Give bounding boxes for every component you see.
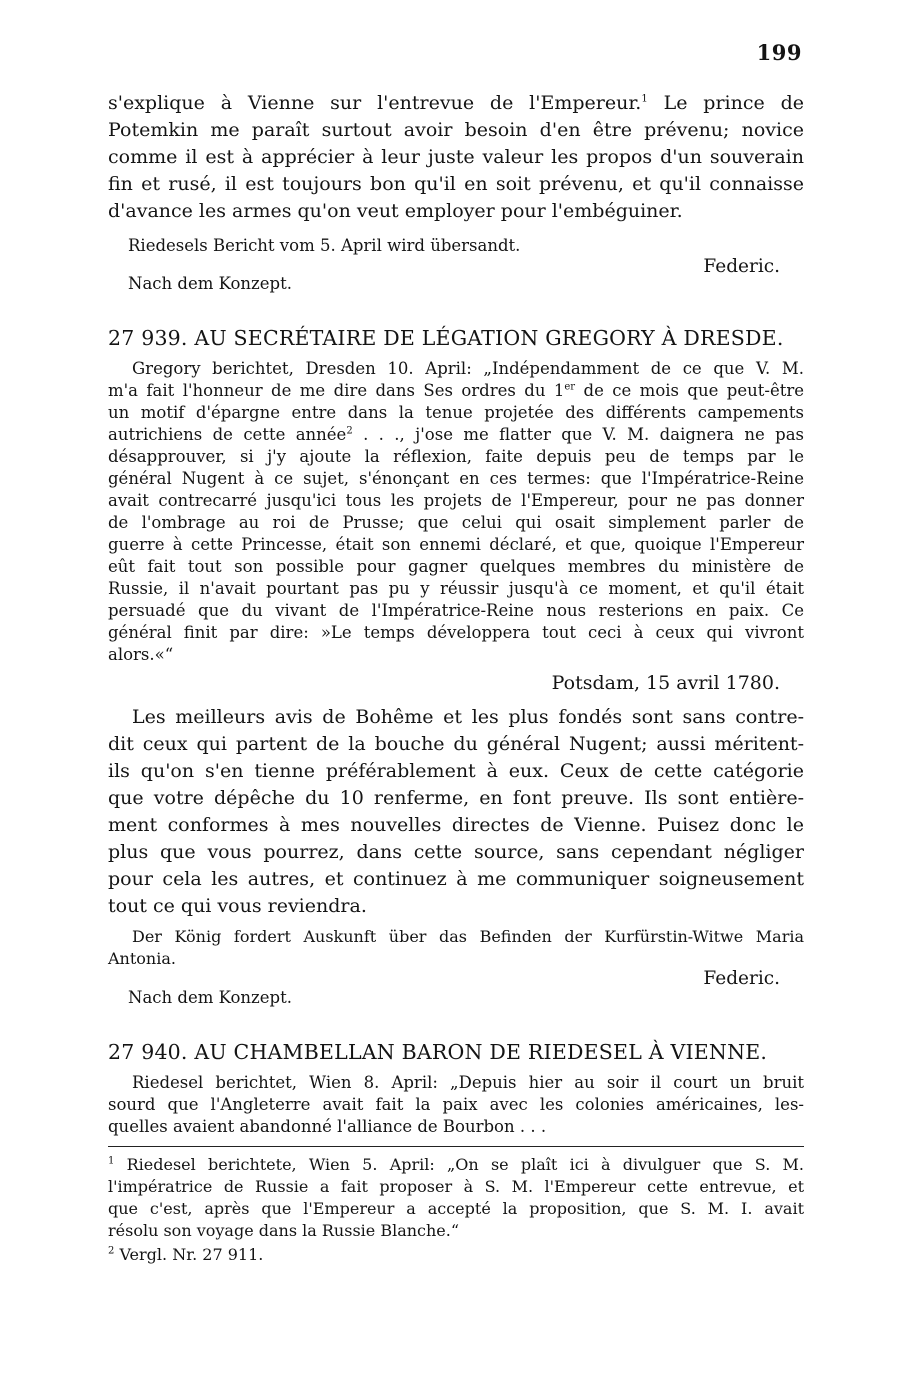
king-note-line-2: Antonia. [108, 949, 176, 968]
footnote-1-mark: 1 [108, 1155, 115, 1167]
gregory-line-2: m'a fait l'honneur de me dire dans Ses ordres du 1er de ce mois que peut-être [108, 381, 804, 400]
footnote-1-line-2: l'impératrice de Russie a fait proposer à S. M. l'Empereur cette entrevue, et [108, 1177, 804, 1196]
footnote-rule [108, 1146, 804, 1147]
footnote-1-line-1: $^1$ Riedesel berichtete, Wien 5. April: „On se plaît ici à divulguer que S. M. [108, 1155, 804, 1174]
gregory-line-9: guerre à cette Princesse, était son ennemi déclaré, et que, quoique l'Empereur [108, 535, 804, 554]
main-letter-line-7: pour cela les autres, et continuez à me communiquer soigneusement [108, 868, 804, 890]
source-note-1: Nach dem Konzept. [128, 274, 292, 293]
footnote-1-line-4: résolu son voyage dans la Russie Blanche.“ [108, 1221, 460, 1240]
gregory-report [108, 358, 804, 666]
riedesel-report [108, 1072, 804, 1138]
top-paragraph-line-1: s'explique à Vienne sur l'entrevue de l'Empereur.$^1$ Le prince de [108, 92, 804, 114]
gregory-line-7: avait contrecarré jusqu'ici tous les projets de l'Empereur, pour ne pas donner [108, 491, 804, 510]
footnote-ref-2: 2 [346, 425, 353, 437]
main-letter-line-4: que votre dépêche du 10 renferme, en font preuve. Ils sont entière- [108, 787, 804, 809]
dateline: Potsdam, 15 avril 1780. [551, 672, 780, 694]
riedesel-line-2: sourd que l'Angleterre avait fait la paix avec les colonies américaines, les- [108, 1095, 804, 1114]
king-note-line-1: Der König fordert Auskunft über das Befinden der Kurfürstin-Witwe Maria [132, 927, 804, 946]
main-letter-line-6: plus que vous pourrez, dans cette source, sans cependant négliger [108, 841, 804, 863]
main-letter [108, 704, 804, 920]
gregory-line-5: désapprouver, si j'y ajoute la réflexion, faite depuis peu de temps par le [108, 447, 804, 466]
gregory-line-12: persuadé que du vivant de l'Impératrice-Reine nous resterions en paix. Ce [108, 601, 804, 620]
main-letter-line-8: tout ce qui vous reviendra. [108, 895, 367, 917]
footnote-1 [108, 1154, 804, 1242]
riedesel-line-1: Riedesel berichtet, Wien 8. April: „Depuis hier au soir il court un bruit [132, 1073, 804, 1092]
source-note-2: Nach dem Konzept. [128, 988, 292, 1007]
main-letter-line-1: Les meilleurs avis de Bohême et les plus fondés sont sans contre- [132, 706, 804, 728]
heading-27940: 27 940. AU CHAMBELLAN BARON DE RIEDESEL À VIENNE. [108, 1040, 768, 1064]
footnote-2 [108, 1244, 804, 1266]
riedesel-report-note: Riedesels Bericht vom 5. April wird übersandt. [128, 236, 521, 255]
footnote-2-line: $^2$ Vergl. Nr. 27 911. [108, 1245, 264, 1264]
main-letter-line-3: ils qu'on s'en tienne préférablement à eux. Ceux de cette catégorie [108, 760, 804, 782]
king-note [108, 926, 804, 970]
footnote-2-mark: 2 [108, 1245, 115, 1257]
top-paragraph-line-4: fin et rusé, il est toujours bon qu'il en soit prévenu, et qu'il connaisse [108, 173, 804, 195]
riedesel-line-3: quelles avaient abandonné l'alliance de Bourbon . . . [108, 1117, 547, 1136]
gregory-line-13: général finit par dire: »Le temps développera tout ceci à ceux qui vivront [108, 623, 804, 642]
gregory-line-8: de l'ombrage au roi de Prusse; que celui qui osait simplement parler de [108, 513, 804, 532]
gregory-line-14: alors.«“ [108, 645, 174, 664]
top-paragraph-line-2: Potemkin me paraît surtout avoir besoin d'en être prévenu; novice [108, 119, 804, 141]
gregory-line-4: autrichiens de cette année$^2$ . . ., j'ose me flatter que V. M. daignera ne pas [108, 425, 805, 444]
main-letter-line-5: ment conformes à mes nouvelles directes de Vienne. Puisez donc le [108, 814, 804, 836]
top-paragraph-line-5: d'avance les armes qu'on veut employer pour l'embéguiner. [108, 200, 683, 222]
gregory-line-1: Gregory berichtet, Dresden 10. April: „Indépendamment de ce que V. M. [132, 359, 804, 378]
top-paragraph-line-3: comme il est à apprécier à leur juste valeur les propos d'un souverain [108, 146, 804, 168]
footnote-ref-1: 1 [641, 93, 648, 105]
gregory-line-3: un motif d'épargne entre dans la tenue projetée des différents campements [108, 403, 804, 422]
signature-2: Federic. [703, 968, 780, 989]
gregory-line-10: eût fait tout son possible pour gagner quelques membres du ministère de [108, 557, 804, 576]
signature-1: Federic. [703, 256, 780, 277]
heading-27939: 27 939. AU SECRÉTAIRE DE LÉGATION GREGORY À DRESDE. [108, 326, 784, 350]
page-number: 199 [756, 40, 802, 65]
gregory-line-11: Russie, il n'avait pourtant pas pu y réussir jusqu'à ce moment, et qu'il était [108, 579, 804, 598]
gregory-line-6: général Nugent à ce sujet, s'énonçant en ces termes: que l'Impératrice-Reine [108, 469, 804, 488]
top-paragraph [108, 90, 804, 225]
footnote-1-line-3: que c'est, après que l'Empereur a accepté la proposition, que S. M. I. avait [108, 1199, 804, 1218]
main-letter-line-2: dit ceux qui partent de la bouche du général Nugent; aussi méritent- [108, 733, 804, 755]
